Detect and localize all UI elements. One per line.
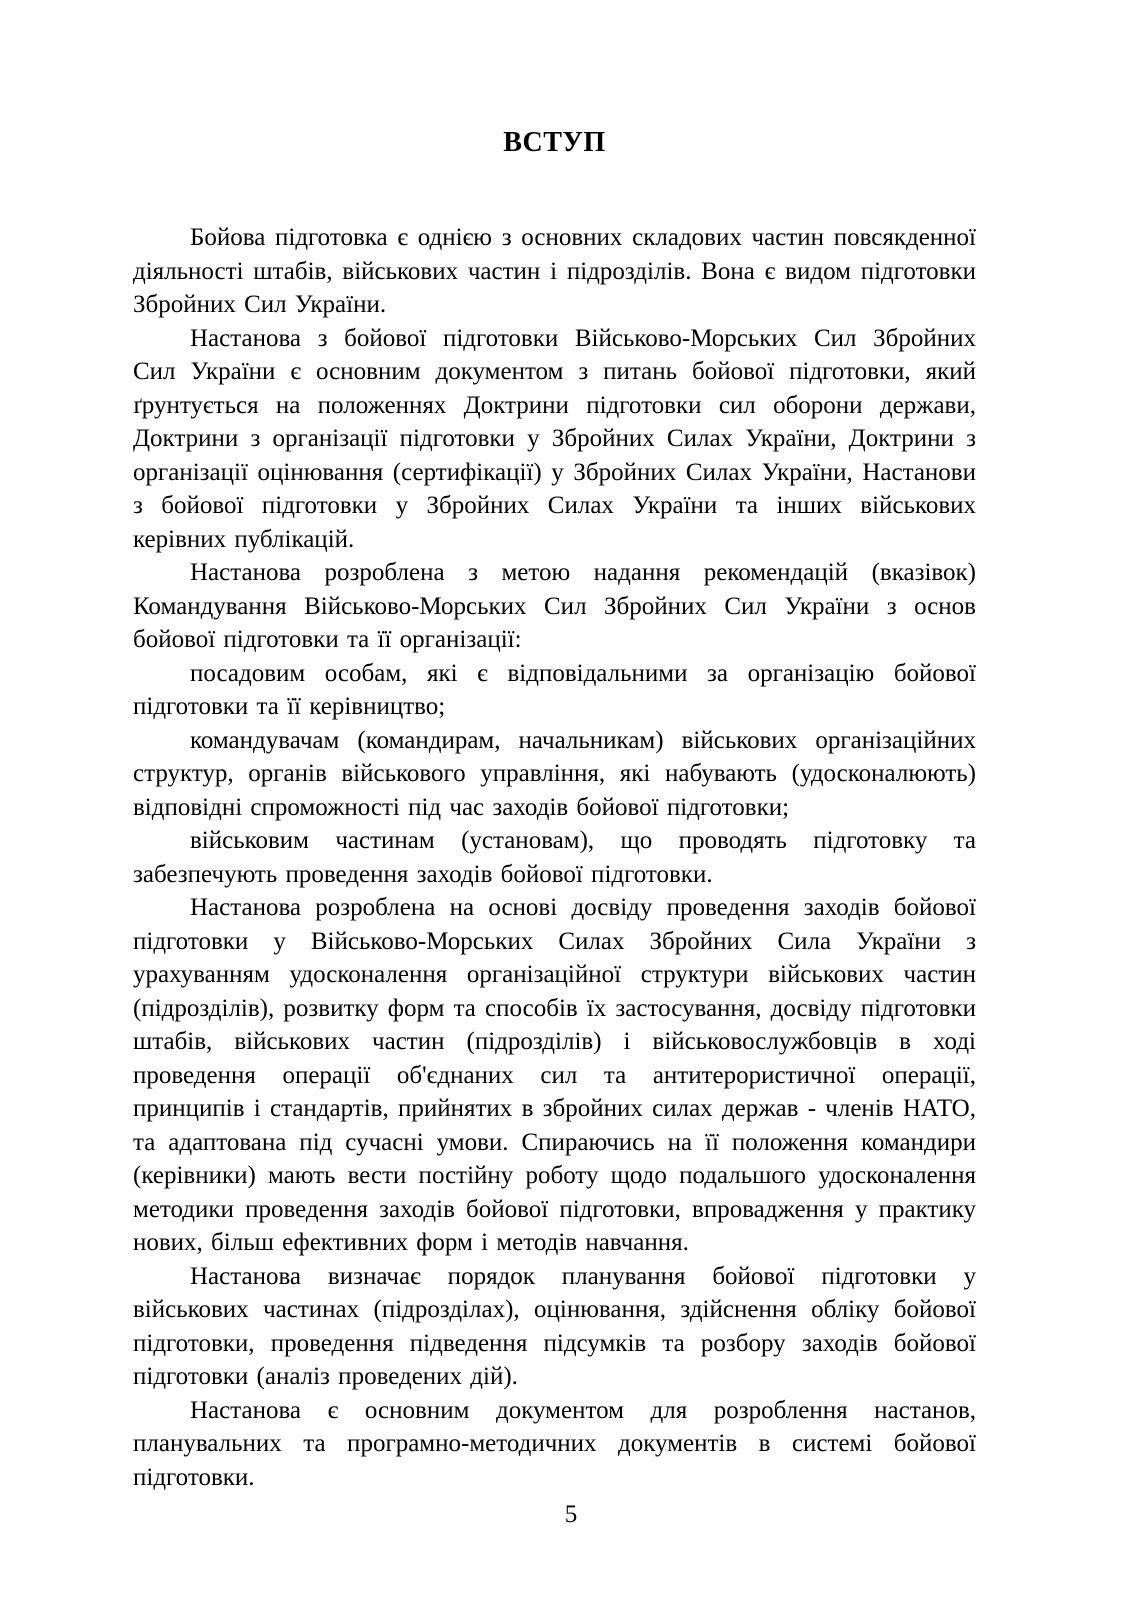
paragraph-list-officials: посадовим особам, які є відповідальними за організацію бойової підготовки та її керівництво; (133, 659, 976, 720)
paragraph-purpose: Настанова розроблена з метою надання рекомендацій (вказівок) Командування Військово-Морських Сил Збройних Сил України з основ бойової підготовки та її організації: (133, 559, 976, 653)
paragraph-list-units: військовим частинам (установам), що проводять підготовку та забезпечують проведення заходів бойової підготовки. (133, 827, 976, 888)
page-title: ВСТУП (503, 127, 606, 158)
document-body (133, 221, 976, 1494)
paragraph-list-commanders: командувачам (командирам, начальникам) військових організаційних структур, органів військового управління, які набувають (удосконалюють) відповідні спроможності під час заходів бойової підготовки; (133, 726, 976, 821)
paragraph-planning-order: Настанова визначає порядок планування бойової підготовки у військових частинах (підрозділах), оцінювання, здійснення обліку бойової підготовки, проведення підведення підсумків та розбору заходів бойової підготовки (аналіз проведених дій). (133, 1262, 976, 1390)
page-number: 5 (564, 1501, 578, 1528)
text-column (133, 126, 976, 1494)
paragraph-experience: Настанова розроблена на основі досвіду проведення заходів бойової підготовки у Військово-Морських Силах Збройних Сила України з урахуванням удосконалення організаційної структури військових частин (підрозділів), розвитку форм та способів їх застосування, досвіду підготовки штабів, військових частин (підрозділів) і військовослужбовців в ході проведення операції об'єднаних сил та антитерористичної операції, принципів і стандартів, прийнятих в збройних силах держав - членів НАТО, та адаптована під сучасні умови. Спираючись на її положення командири (керівники) мають вести постійну роботу щодо подальшого удосконалення методики проведення заходів бойової підготовки, впровадження у практику нових, більш ефективних форм і методів навчання. (133, 894, 976, 1256)
paragraph-intro: Бойова підготовка є однією з основних складових частин повсякденної діяльності штабів, військових частин і підрозділів. Вона є видом підготовки Збройних Сил України. (133, 224, 976, 318)
paragraph-main-document: Настанова є основним документом для розроблення настанов, планувальних та програмно-методичних документів в системі бойової підготовки. (133, 1396, 976, 1491)
paragraph-basis-documents: Настанова з бойової підготовки Військово-Морських Сил Збройних Сил України є основним документом з питань бойової підготовки, який ґрунтується на положеннях Доктрини підготовки сил оборони держави, Доктрини з організації підготовки у Збройних Силах України, Доктрини з організації оцінювання (сертифікації) у Збройних Силах України, Настанови з бойової підготовки у Збройних Силах України та інших військових керівних публікацій. (133, 324, 976, 553)
